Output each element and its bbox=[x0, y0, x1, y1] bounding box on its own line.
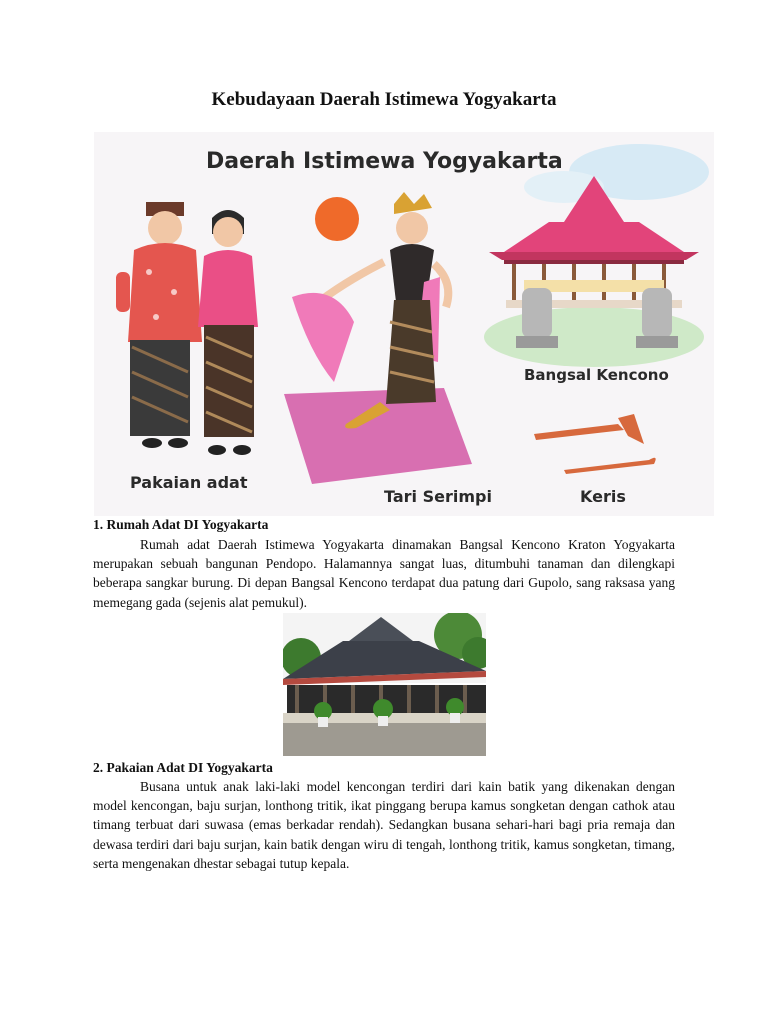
culture-illustration bbox=[94, 132, 714, 516]
label-tari-serimpi: Tari Serimpi bbox=[384, 487, 492, 506]
pendopo-photo bbox=[283, 613, 486, 756]
couple-figure bbox=[116, 202, 258, 455]
label-bangsal-kencono: Bangsal Kencono bbox=[524, 366, 669, 384]
label-pakaian-adat: Pakaian adat bbox=[130, 473, 248, 492]
keris-figure bbox=[534, 414, 656, 474]
section-heading-pakaian-adat: 2. Pakaian Adat DI Yogyakarta bbox=[93, 760, 273, 775]
illustration-heading: Daerah Istimewa Yogyakarta bbox=[206, 149, 563, 174]
document-title: Kebudayaan Daerah Istimewa Yogyakarta bbox=[211, 89, 557, 110]
dancer-figure bbox=[284, 192, 472, 484]
section-heading-rumah-adat: 1. Rumah Adat DI Yogyakarta bbox=[93, 517, 269, 532]
pendopo-photo-graphic bbox=[283, 613, 486, 756]
sun-icon bbox=[315, 197, 359, 241]
section-body-rumah-adat: Rumah adat Daerah Istimewa Yogyakarta dinamakan Bangsal Kencono Kraton Yogyakarta merupakan sebuah bangunan Pendopo. Halamannya sangat luas, ditumbuhi tanaman dan dilengkapi beberapa sangkar burung. Di depan Bangsal Kencono terdapat dua patung dari Gupolo, sang raksasa yang memegang gada (sejenis alat pemukul). bbox=[93, 537, 675, 610]
culture-illustration-graphic bbox=[94, 132, 714, 516]
section-body-pakaian-adat: Busana untuk anak laki-laki model kencongan terdiri dari kain batik yang dikenakan dengan model kencongan, baju surjan, lonthong tritik, ikat pinggang berupa kamus songketan dengan cathok atau timang terbuat dari suwasa (emas berkadar rendah). Sedangkan busana sehari-hari bagi pria remaja dan dewasa terdiri dari baju surjan, kain batik dengan wiru di tengah, lonthong tritik, kamus songketan, timang, serta mengenakan dhestar sebagai tutup kepala. bbox=[93, 779, 675, 871]
label-keris: Keris bbox=[580, 487, 626, 506]
